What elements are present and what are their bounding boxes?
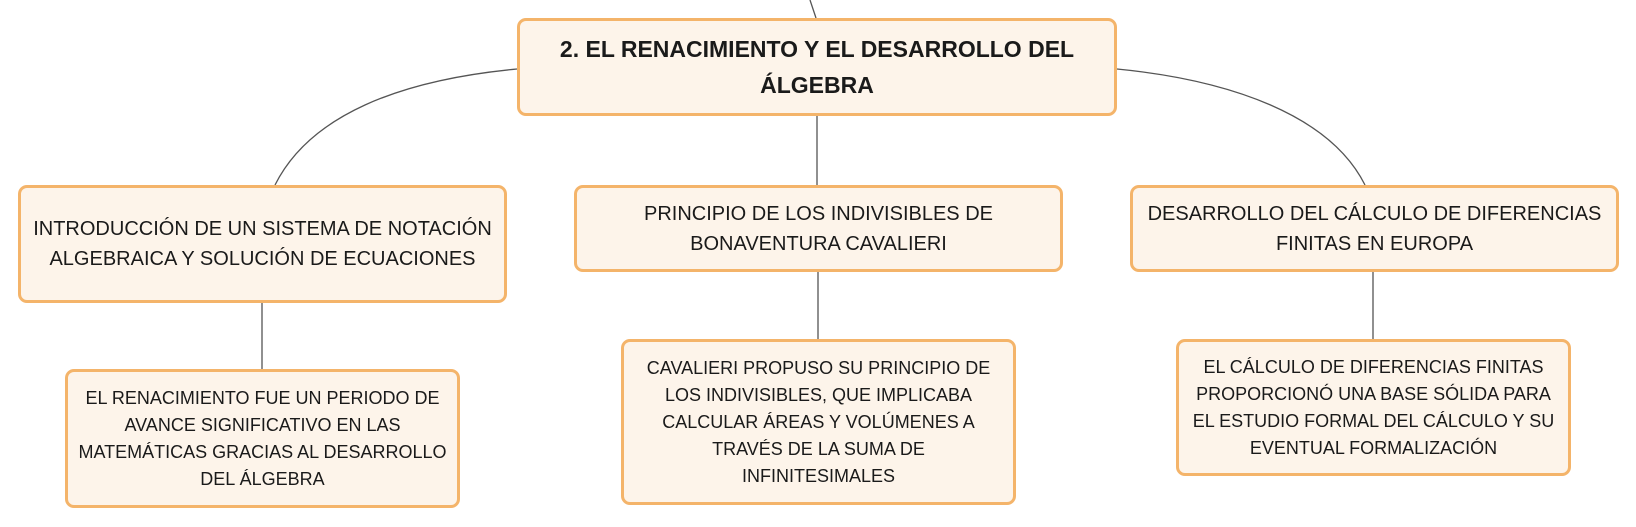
detail-node-cavalieri[interactable] [621, 339, 1016, 505]
detail-text-cavalieri: CAVALIERI PROPUSO SU PRINCIPIO DE LOS INDIVISIBLES, QUE IMPLICABA CALCULAR ÁREAS Y VOLÚMENES A TRAVÉS DE LA SUMA DE INFINITESIMALES [646, 357, 991, 486]
topic-label-notation: INTRODUCCIÓN DE UN SISTEMA DE NOTACIÓN ALGEBRAICA Y SOLUCIÓN DE ECUACIONES [33, 218, 492, 270]
detail-node-finite-differences[interactable] [1176, 339, 1571, 476]
topic-node-finite-differences[interactable] [1130, 185, 1619, 272]
topic-label-finite-differences: DESARROLLO DEL CÁLCULO DE DIFERENCIAS FINITAS EN EUROPA [1147, 202, 1602, 255]
topic-node-cavalieri[interactable] [574, 185, 1063, 272]
topic-node-notation[interactable] [18, 185, 507, 303]
topic-label-cavalieri: PRINCIPIO DE LOS INDIVISIBLES DE BONAVENTURA CAVALIERI [644, 202, 993, 255]
detail-node-notation[interactable] [65, 369, 460, 508]
detail-text-notation: EL RENACIMIENTO FUE UN PERIODO DE AVANCE SIGNIFICATIVO EN LAS MATEMÁTICAS GRACIAS AL DESARROLLO DEL ÁLGEBRA [78, 387, 447, 489]
root-topic-title: 2. EL RENACIMIENTO Y EL DESARROLLO DEL ÁLGEBRA [559, 36, 1075, 98]
detail-text-finite-differences: EL CÁLCULO DE DIFERENCIAS FINITAS PROPORCIONÓ UNA BASE SÓLIDA PARA EL ESTUDIO FORMAL DEL CÁLCULO Y SU EVENTUAL FORMALIZACIÓN [1192, 356, 1555, 458]
connector-root-to-topic-3 [1117, 69, 1365, 185]
connector-root-to-topic-1 [275, 69, 517, 185]
connector-parent-to-root [810, 0, 816, 18]
root-topic-node[interactable] [517, 18, 1117, 116]
